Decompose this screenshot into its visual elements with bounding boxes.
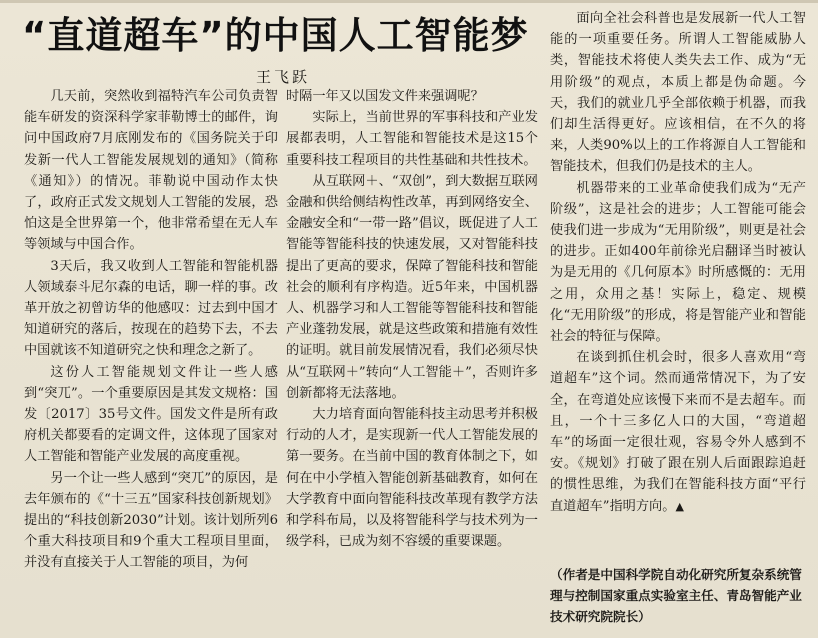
end-mark-icon: ▲ (675, 499, 684, 513)
article-headline: “直道超车”的中国人工智能梦 (22, 14, 529, 57)
paragraph: 从互联网＋、“双创”，到大数据互联网金融和供给侧结构性改革，再到网络安全、金融安全和“一带一路”倡议，既促进了人工智能等智能科技的快速发展，又对智能科技提出了更高的要求，保障了智能科技和智能社会的顺利有序构造。近5年来，中国机器人、机器学习和人工智能等智能科技和智能产业蓬勃发展，就是这些政策和措施有效性的证明。就目前发展情况看，我们必须尽快从“互联网＋”转向“人工智能＋”，否则许多创新都将无法落地。 (286, 173, 538, 401)
paragraph (550, 347, 806, 517)
paragraph: 几天前，突然收到福特汽车公司负责智能车研发的资深科学家菲勒博士的邮件，询问中国政府7月底刚发布的《国务院关于印发新一代人工智能发展规划的通知》（简称《通知》）的情况。菲勒说中国动作太快了，政府正式发文规划人工智能的发展，恐怕这是全世界第一个，他非常希望在无人车等领域与中国合作。 (24, 89, 278, 253)
paragraph: 这份人工智能规划文件让一些人感到“突兀”。一个重要原因是其发文规格：国发〔2017〕35号文件。国发文件是所有政府机关都要看的定调文件，这体现了国家对人工智能和智能产业发展的高度重视。 (24, 364, 278, 465)
column-3 (550, 8, 806, 564)
paragraph: 另一个让一些人感到“突兀”的原因，是去年颁布的《“十三五”国家科技创新规划》提出的“科技创新2030”计划。该计划所列6个重大科技项目和9个重大工程项目里面，并没有直接关于人工智能的项目，为何 (24, 470, 278, 571)
top-edge (0, 0, 818, 3)
paragraph: 3天后，我又收到人工智能和智能机器人领域泰斗尼尔森的电话，聊一样的事。改革开放之初曾访华的他感叹：过去到中国才知道研究的落后，按现在的趋势下去，不去中国就该不知道研究之快和理念之新了。 (24, 258, 278, 359)
column-1 (24, 86, 278, 634)
paragraph-text: 在谈到抓住机会时，很多人喜欢用“弯道超车”这个词。然而通常情况下，为了安全，在弯道处应该慢下来而不是去超车。而且，一个十三多亿人口的大国，“弯道超车”的场面一定很壮观，容易令外人感到不安。《规划》打破了跟在别人后面跟踪追赶的惯性思维，为我们在智能科技方面“平行直道超车”指明方向。 (550, 350, 806, 514)
paragraph: 实际上，当前世界的军事科技和产业发展都表明，人工智能和智能技术是这15个重要科技工程项目的共性基础和共性技术。 (286, 110, 538, 168)
paragraph-continued: 时隔一年又以国发文件来强调呢？ (286, 89, 484, 104)
paragraph: 机器带来的工业革命使我们成为“无产阶级”，这是社会的进步；人工智能可能会使我们进一步成为“无用阶级”，则更是社会的进步。正如400年前徐光启翻译当时被认为是无用的《几何原本》时所感慨的：无用之用，众用之基！实际上，稳定、规模化“无用阶级”的形成，将是智能产业和智能社会的特征与保障。 (550, 180, 806, 345)
column-2 (286, 86, 538, 634)
author-note: （作者是中国科学院自动化研究所复杂系统管理与控制国家重点实验室主任、青岛智能产业技术研究院院长） (550, 567, 802, 624)
article-byline: 王飞跃 (256, 68, 311, 86)
paragraph: 大力培育面向智能科技主动思考并积极行动的人才，是实现新一代人工智能发展的第一要务。在当前中国的教育体制之下，如何在中小学植入智能创新基础教育，如何在大学教育中面向智能科技改革现有教学方法和学科布局，以及将智能科学与技术列为一级学科，已成为刻不容缓的重要课题。 (286, 407, 538, 550)
paragraph: 面向全社会科普也是发展新一代人工智能的一项重要任务。所谓人工智能威胁人类，智能技术将使人类失去工作、成为“无用阶级”的观点，本质上都是伪命题。今天，我们的就业几乎全部依赖于机器，而我们却生活得更好。应该相信，在不久的将来，人类90%以上的工作将源自人工智能和智能技术，但我们仍是技术的主人。 (550, 11, 806, 175)
